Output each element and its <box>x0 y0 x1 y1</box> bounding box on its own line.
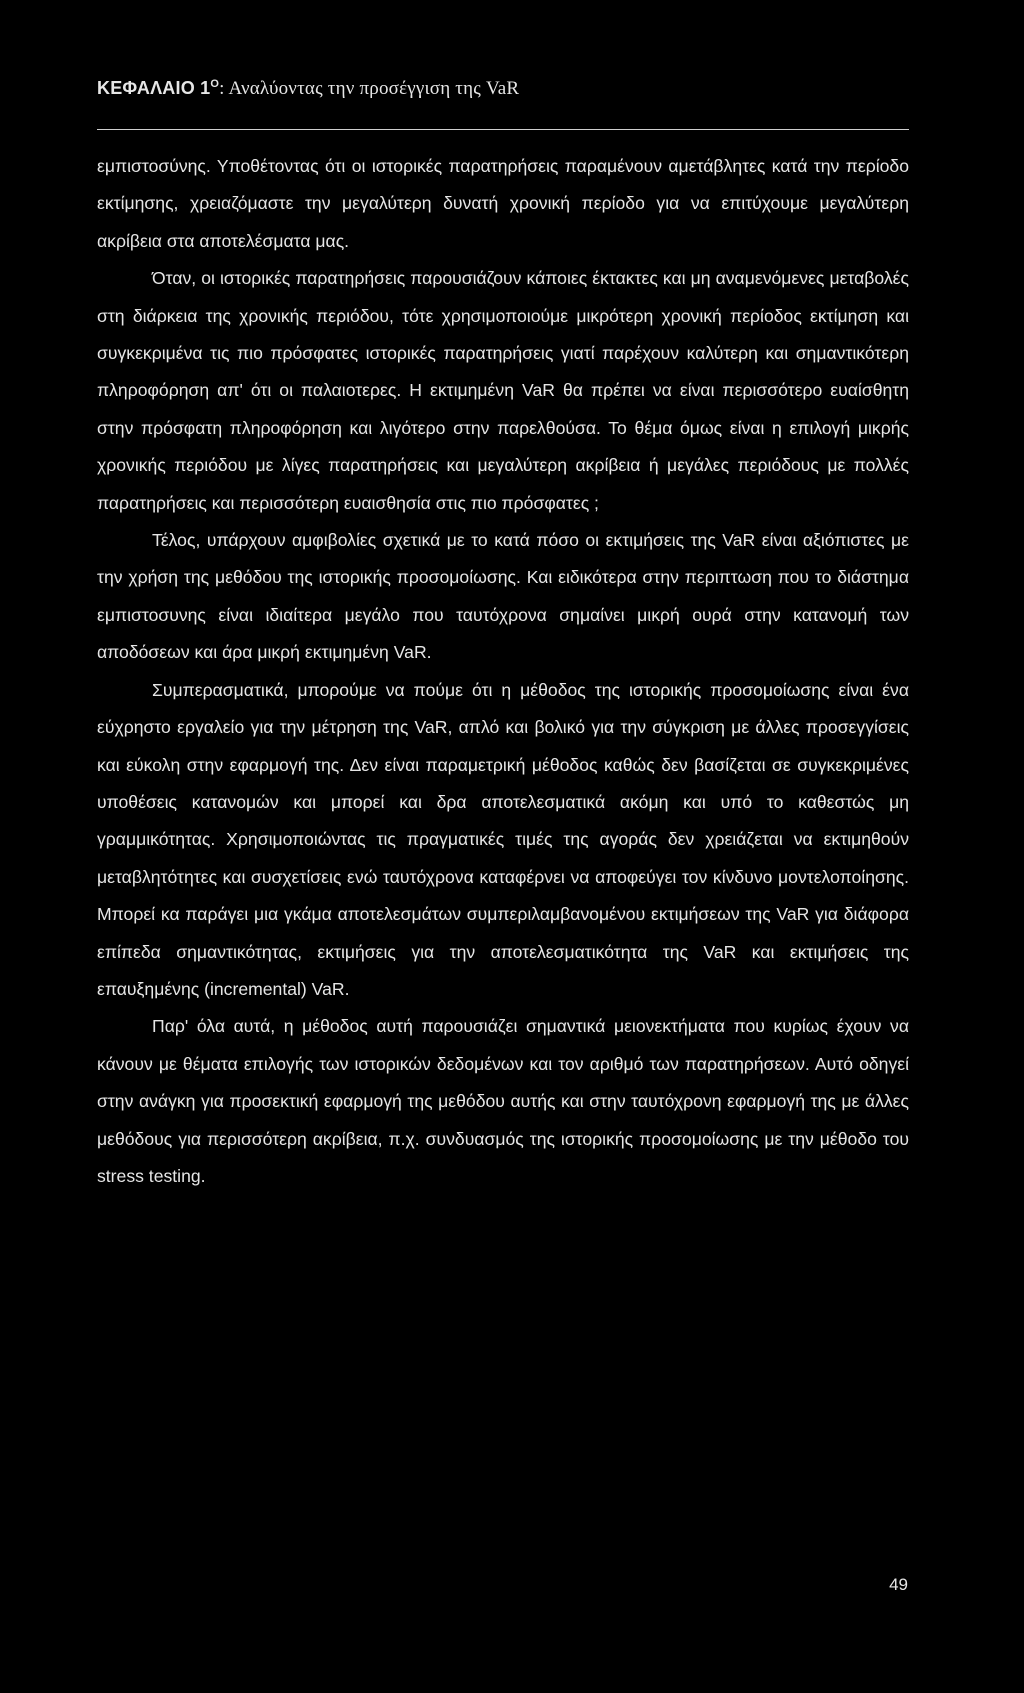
paragraph: Παρ' όλα αυτά, η μέθοδος αυτή παρουσιάζει σημαντικά μειονεκτήματα που κυρίως έχουν να κάνουν με θέματα επιλογής των ιστορικών δεδομένων και τον αριθμό των παρατηρήσεων. Αυτό οδηγεί στην ανάγκη για προσεκτική εφαρμογή της μεθόδου αυτής και στην ταυτόχρονη εφαρμογή της με άλλες μεθόδους για περισσότερη ακρίβεια, π.χ. συνδυασμός της ιστορικής προσομοίωσης με την μέθοδο του stress testing. <box>97 1016 909 1186</box>
chapter-title: : Αναλύοντας την προσέγγιση της VaR <box>219 78 520 99</box>
paragraph: Συμπερασματικά, μπορούμε να πούμε ότι η μέθοδος της ιστορικής προσομοίωσης είναι ένα εύχρηστο εργαλείο για την μέτρηση της VaR, απλό και βολικό για την σύγκριση με άλλες προσεγγίσεις και εύκολη στην εφαρμογή της. Δεν είναι παραμετρική μέθοδος καθώς δεν βασίζεται σε συγκεκριμένες υποθέσεις κατανομών και μπορεί και δρα αποτελεσματικά ακόμη και υπό το καθεστώς μη γραμμικότητας. Χρησιμοποιώντας τις πραγματικές τιμές της αγοράς δεν χρειάζεται να εκτιμηθούν μεταβλητότητες και συσχετίσεις ενώ ταυτόχρονα καταφέρνει να αποφεύγει τον κίνδυνο μοντελοποίησης. Μπορεί κα παράγει μια γκάμα αποτελεσμάτων συμπεριλαμβανομένου εκτιμήσεων της VaR για διάφορα επίπεδα σημαντικότητας, εκτιμήσεις για την αποτελεσματικότητα της VaR και εκτιμήσεις της επαυξημένης (incremental) VaR. <box>97 679 909 999</box>
running-header <box>97 78 519 100</box>
header-rule <box>97 129 909 130</box>
chapter-label: ΚΕΦΑΛΑΙΟ $1^O$ <box>97 78 220 98</box>
paragraph: Τέλος, υπάρχουν αμφιβολίες σχετικά με το κατά πόσο οι εκτιμήσεις της VaR είναι αξιόπιστες με την χρήση της μεθόδου της ιστορικής προσομοίωσης. Και ειδικότερα στην περιπτωση που το διάστημα εμπιστοσυνης είναι ιδιαίτερα μεγάλο που ταυτόχρονα σημαίνει μικρή ουρά στην κατανομή των αποδόσεων και άρα μικρή εκτιμημένη VaR. <box>97 530 909 663</box>
body-text <box>97 148 909 1195</box>
page-number: 49 <box>889 1575 908 1594</box>
chapter-superscript: Ο <box>210 78 220 90</box>
paragraph-continued: εμπιστοσύνης. Υποθέτοντας ότι οι ιστορικές παρατηρήσεις παραμένουν αμετάβλητες κατά την περίοδο εκτίμησης, χρειαζόμαστε την μεγαλύτερη δυνατή χρονική περίοδο για να επιτύχουμε μεγαλύτερη ακρίβεια στα αποτελέσματα μας. <box>97 156 909 251</box>
paragraph: Όταν, οι ιστορικές παρατηρήσεις παρουσιάζουν κάποιες έκτακτες και μη αναμενόμενες μεταβολές στη διάρκεια της χρονικής περιόδου, τότε χρησιμοποιούμε μικρότερη χρονική περίοδος εκτίμηση και συγκεκριμένα τις πιο πρόσφατες ιστορικές παρατηρήσεις γιατί παρέχουν καλύτερη και σημαντικότερη πληροφόρηση απ' ότι οι παλαιοτερες. Η εκτιμημένη VaR θα πρέπει να είναι περισσότερο ευαίσθητη στην πρόσφατη πληροφόρηση και λιγότερο στην παρελθούσα. Το θέμα όμως είναι η επιλογή μικρής χρονικής περιόδου με λίγες παρατηρήσεις και μεγαλύτερη ακρίβεια ή μεγάλες περιόδους με πολλές παρατηρήσεις και περισσότερη ευαισθησία στις πιο πρόσφατες ; <box>97 268 909 513</box>
